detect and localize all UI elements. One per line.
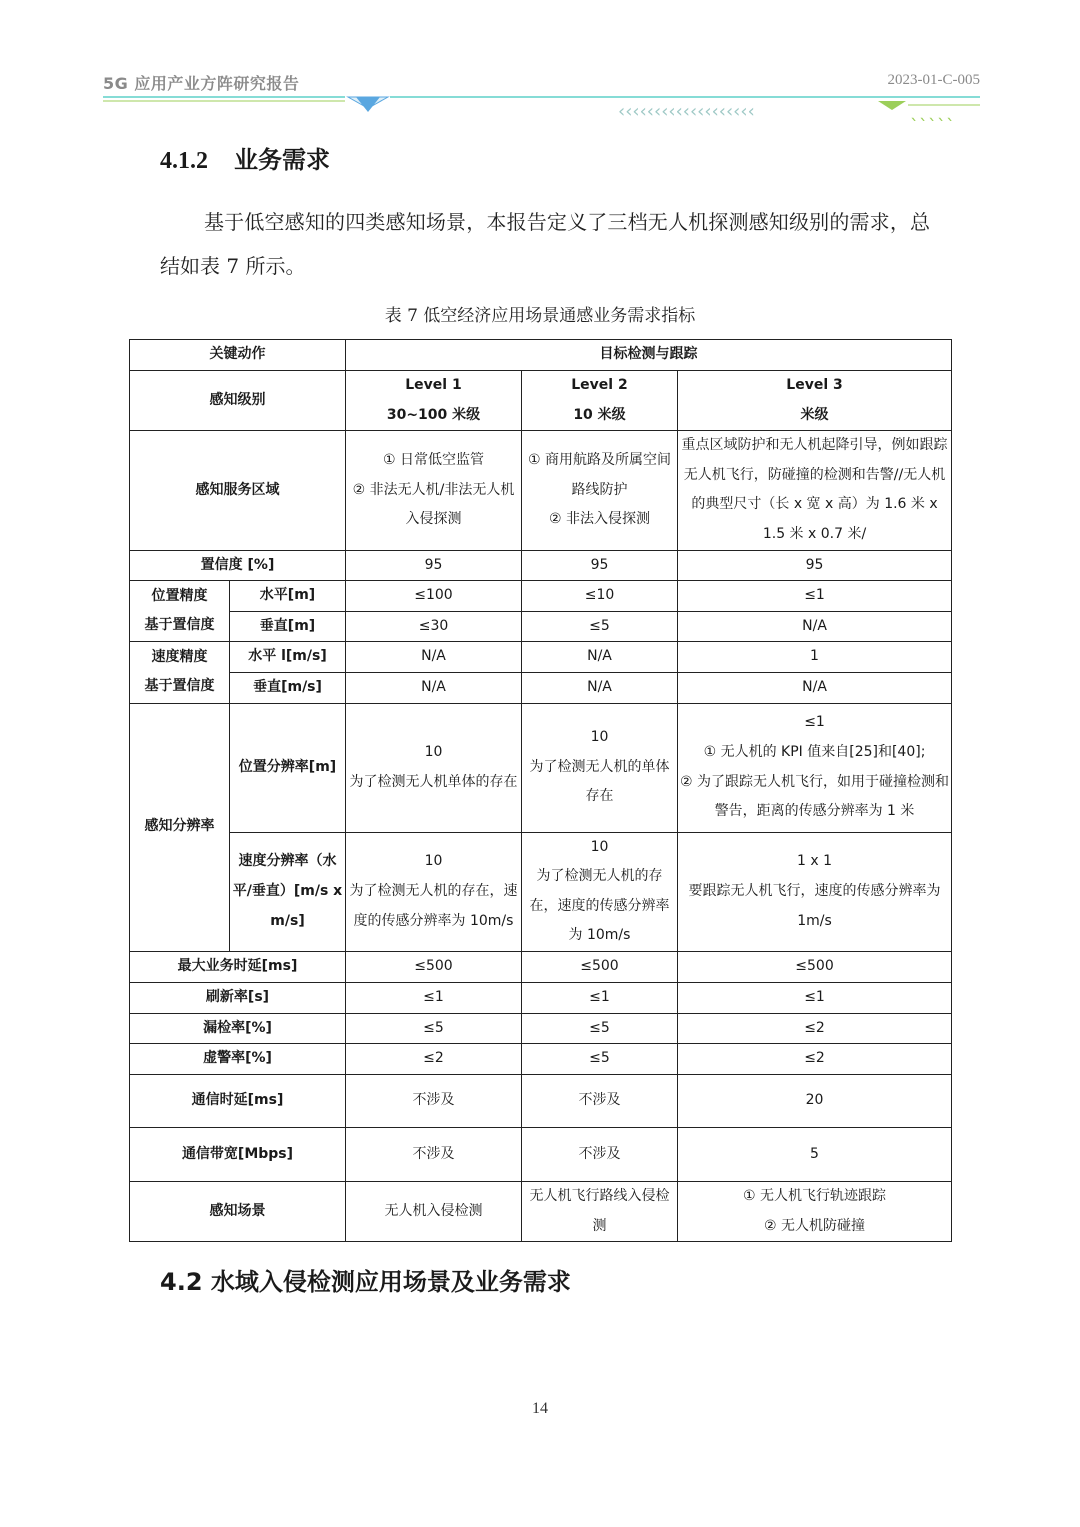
resolution-label: 感知分辨率 <box>130 703 230 951</box>
vel-resolution-label: 速度分辨率（水平/垂直）[m/s x m/s] <box>230 832 346 951</box>
latency-label: 最大业务时延[ms] <box>130 951 346 982</box>
service-area-2-line-1: ① 商用航路及所属空间路线防护 <box>527 451 671 498</box>
confidence-level-1: 95 <box>346 550 522 581</box>
key-action-label: 关键动作 <box>130 340 346 371</box>
pos-accuracy-line-2: 基于置信度 <box>144 617 215 634</box>
pos-accuracy-line-1: 位置精度 <box>151 587 208 604</box>
intro-paragraph: 基于低空感知的四类感知场景，本报告定义了三档无人机探测感知级别的需求，总结如表 7 所示。 <box>160 210 930 278</box>
key-action-value: 目标检测与跟踪 <box>346 340 952 371</box>
pos-accuracy-group <box>130 581 230 642</box>
table-row-level <box>130 371 952 431</box>
page-header <box>0 0 1080 125</box>
pos-vertical-label: 垂直[m] <box>230 611 346 642</box>
vel-horizontal-level-3: 1 <box>678 642 952 673</box>
pos-res-2-note: 为了检测无人机的单体存在 <box>529 758 670 805</box>
level-2-name: Level 2 <box>571 377 628 393</box>
section-number: 4.1.2 <box>160 148 208 174</box>
comm-latency-level-3: 20 <box>678 1075 952 1128</box>
vel-horizontal-level-2: N/A <box>522 642 678 673</box>
table-row-pos-vertical <box>130 611 952 642</box>
comm-latency-level-2: 不涉及 <box>522 1075 678 1128</box>
header-triangle-icon <box>356 97 380 112</box>
scene-1-text: 无人机入侵检测 <box>384 1202 483 1219</box>
next-section-heading: 4.2 水域入侵检测应用场景及业务需求 <box>160 1268 571 1296</box>
level-3-name: Level 3 <box>786 377 843 393</box>
service-area-level-1 <box>346 431 522 550</box>
table-row-vel-vertical <box>130 672 952 703</box>
table-row-false-alarm <box>130 1044 952 1075</box>
false-alarm-level-3: ≤2 <box>678 1044 952 1075</box>
vel-resolution-level-2 <box>522 832 678 951</box>
refresh-label: 刷新率[s] <box>130 982 346 1013</box>
refresh-level-1: ≤1 <box>346 982 522 1013</box>
vel-res-1-value: 10 <box>424 853 443 870</box>
report-title: 5G 应用产业方阵研究报告 <box>103 74 300 93</box>
vel-res-2-note: 为了检测无人机的存在，速度的传感分辨率为 10m/s <box>529 868 670 944</box>
scene-level-1 <box>346 1182 522 1242</box>
service-area-level-2 <box>522 431 678 550</box>
table-row-scene <box>130 1182 952 1242</box>
vel-horizontal-level-1: N/A <box>346 642 522 673</box>
pos-vertical-level-2: ≤5 <box>522 611 678 642</box>
service-area-1-line-1: ① 日常低空监管 <box>382 451 484 468</box>
vel-vertical-level-2: N/A <box>522 672 678 703</box>
vel-horizontal-label: 水平 l[m/s] <box>230 642 346 673</box>
scene-level-2 <box>522 1182 678 1242</box>
latency-level-1: ≤500 <box>346 951 522 982</box>
false-alarm-level-1: ≤2 <box>346 1044 522 1075</box>
level-2-range: 10 米级 <box>573 406 626 423</box>
table-row-pos-resolution <box>130 703 952 832</box>
section-title: 业务需求 <box>234 148 330 174</box>
pos-resolution-level-1 <box>346 703 522 832</box>
latency-level-3: ≤500 <box>678 951 952 982</box>
vel-vertical-level-3: N/A <box>678 672 952 703</box>
service-area-level-3 <box>678 431 952 550</box>
miss-label: 漏检率[%] <box>130 1013 346 1044</box>
refresh-level-3: ≤1 <box>678 982 952 1013</box>
bandwidth-level-3: 5 <box>678 1128 952 1182</box>
level-3-cell <box>678 371 952 431</box>
vel-resolution-level-1 <box>346 832 522 951</box>
bandwidth-level-2: 不涉及 <box>522 1128 678 1182</box>
scene-label: 感知场景 <box>130 1182 346 1242</box>
confidence-level-3: 95 <box>678 550 952 581</box>
table-row-key-action <box>130 340 952 371</box>
header-chevrons: ‹‹‹‹‹‹‹‹‹‹‹‹‹‹‹‹‹‹‹ <box>618 101 755 122</box>
pos-res-3-note-1: ① 无人机的 KPI 值来自[25]和[40]; <box>703 743 926 760</box>
comm-latency-label: 通信时延[ms] <box>130 1075 346 1128</box>
level-1-range: 30~100 米级 <box>386 406 481 423</box>
vel-vertical-label: 垂直[m/s] <box>230 672 346 703</box>
level-label: 感知级别 <box>130 371 346 431</box>
pos-horizontal-level-3: ≤1 <box>678 581 952 612</box>
false-alarm-label: 虚警率[%] <box>130 1044 346 1075</box>
bandwidth-label: 通信带宽[Mbps] <box>130 1128 346 1182</box>
scene-level-3 <box>678 1182 952 1242</box>
miss-level-1: ≤5 <box>346 1013 522 1044</box>
header-decoration <box>0 0 1080 125</box>
miss-level-3: ≤2 <box>678 1013 952 1044</box>
pos-horizontal-label: 水平[m] <box>230 581 346 612</box>
level-1-name: Level 1 <box>405 377 462 393</box>
scene-3-line-1: ① 无人机飞行轨迹跟踪 <box>743 1188 887 1205</box>
service-area-1-line-2: ② 非法无人机/非法无人机入侵探测 <box>352 481 515 528</box>
table-row-comm-latency <box>130 1075 952 1128</box>
vel-res-3-note: 要跟踪无人机飞行，速度的传感分辨率为 1m/s <box>688 882 941 929</box>
table-caption: 表 7 低空经济应用场景通感业务需求指标 <box>384 306 696 326</box>
level-1-cell <box>346 371 522 431</box>
latency-level-2: ≤500 <box>522 951 678 982</box>
pos-res-1-value: 10 <box>424 743 443 760</box>
requirements-table <box>129 339 952 1242</box>
vel-accuracy-group <box>130 642 230 703</box>
table-row-refresh <box>130 982 952 1013</box>
table-row-miss <box>130 1013 952 1044</box>
table-row-bandwidth <box>130 1128 952 1182</box>
pos-horizontal-level-1: ≤100 <box>346 581 522 612</box>
pos-res-2-value: 10 <box>590 729 609 746</box>
level-3-range: 米级 <box>800 406 829 423</box>
vel-res-2-value: 10 <box>590 838 609 855</box>
vel-res-3-value: 1 x 1 <box>797 853 833 870</box>
table-row-confidence <box>130 550 952 581</box>
vel-vertical-level-1: N/A <box>346 672 522 703</box>
table-row-vel-horizontal <box>130 642 952 673</box>
refresh-level-2: ≤1 <box>522 982 678 1013</box>
service-area-3-text: 重点区域防护和无人机起降引导，例如跟踪无人机飞行，防碰撞的检测和告警//无人机的典型尺寸（长 x 宽 x 高）为 1.6 米 x 1.5 米 x 0.7 米/ <box>681 437 948 542</box>
vel-accuracy-line-1: 速度精度 <box>151 648 208 665</box>
vel-accuracy-line-2: 基于置信度 <box>144 678 215 695</box>
confidence-level-2: 95 <box>522 550 678 581</box>
doc-number: 2023-01-C-005 <box>887 72 980 88</box>
level-2-cell <box>522 371 678 431</box>
pos-resolution-label: 位置分辨率[m] <box>230 703 346 832</box>
confidence-label: 置信度 [%] <box>130 550 346 581</box>
table-row-pos-horizontal <box>130 581 952 612</box>
header-triangle-small-icon <box>878 101 906 110</box>
scene-3-line-2: ② 无人机防碰撞 <box>764 1217 866 1234</box>
page-number: 14 <box>532 1400 548 1417</box>
vel-res-1-note: 为了检测无人机的存在，速度的传感分辨率为 10m/s <box>349 882 518 929</box>
comm-latency-level-1: 不涉及 <box>346 1075 522 1128</box>
pos-resolution-level-2 <box>522 703 678 832</box>
service-area-2-line-2: ② 非法入侵探测 <box>548 511 650 528</box>
pos-vertical-level-1: ≤30 <box>346 611 522 642</box>
false-alarm-level-2: ≤5 <box>522 1044 678 1075</box>
pos-res-3-value: ≤1 <box>804 714 825 731</box>
scene-2-text: 无人机飞行路线入侵检测 <box>529 1188 670 1234</box>
table-row-latency <box>130 951 952 982</box>
pos-vertical-level-3: N/A <box>678 611 952 642</box>
pos-horizontal-level-2: ≤10 <box>522 581 678 612</box>
pos-res-1-note: 为了检测无人机单体的存在 <box>349 773 518 790</box>
miss-level-2: ≤5 <box>522 1013 678 1044</box>
table-row-service-area <box>130 431 952 550</box>
vel-resolution-level-3 <box>678 832 952 951</box>
pos-resolution-level-3 <box>678 703 952 832</box>
section-heading <box>160 140 330 175</box>
service-area-label: 感知服务区域 <box>130 431 346 550</box>
header-chevrons-right: ˎˎˎˎˎ <box>910 101 955 122</box>
pos-res-3-note-2: ② 为了跟踪无人机飞行，如用于碰撞检测和警告，距离的传感分辨率为 1 米 <box>680 773 950 820</box>
table-row-vel-resolution <box>130 832 952 951</box>
bandwidth-level-1: 不涉及 <box>346 1128 522 1182</box>
